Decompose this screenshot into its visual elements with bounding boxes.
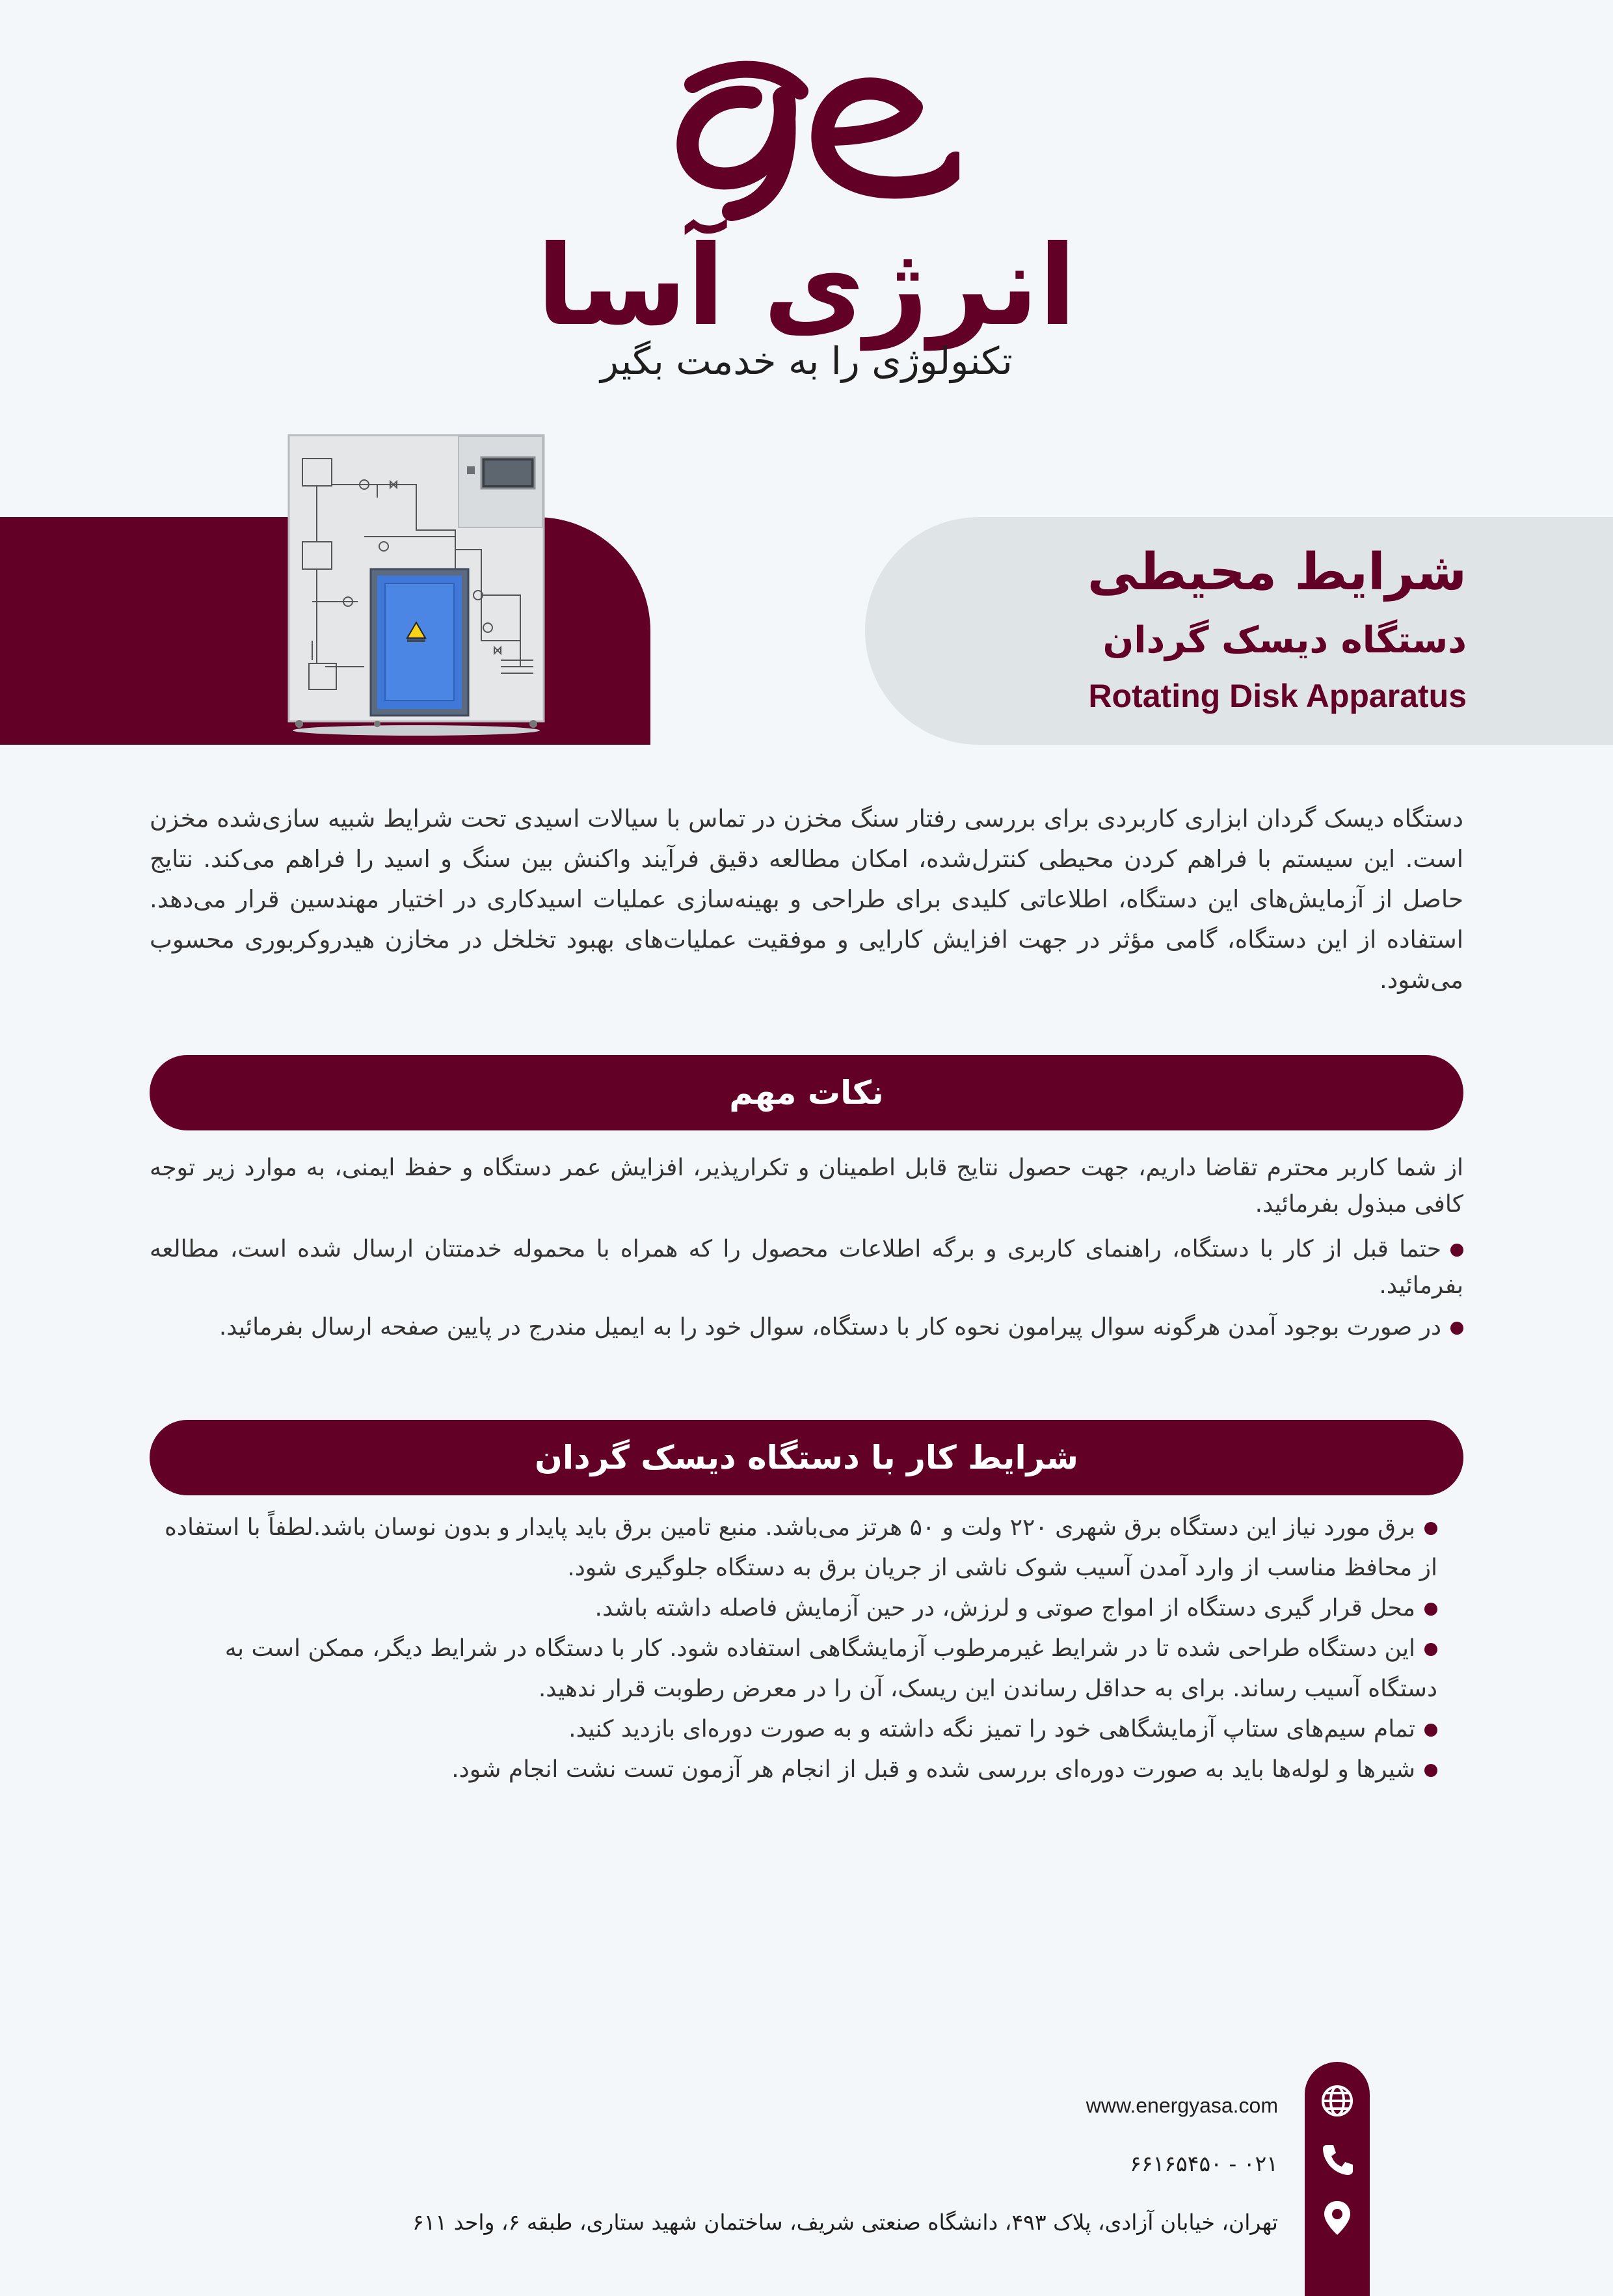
footer-website[interactable]: www.energyasa.com	[1086, 2094, 1278, 2117]
conditions-list	[150, 1508, 1437, 1790]
list-item-text: برق مورد نیاز این دستگاه برق شهری ۲۲۰ ولت و ۵۰ هرتز می‌باشد. منبع تامین برق باید پایدار و بدون نوسان باشد.لطفاً با استفاده از محافظ مناسب از وارد آمدن آسیب شوک ناشی از جریان برق به دستگاه جلوگیری شود.	[165, 1514, 1437, 1581]
phone-icon	[1318, 2140, 1357, 2179]
bullet-dot-icon	[1450, 1244, 1463, 1257]
footer-phone[interactable]: ۰۲۱ - ۶۶۱۶۵۴۵۰	[1130, 2151, 1278, 2176]
list-item-text: محل قرار گیری دستگاه از امواج صوتی و لرزش، در حین آزمایش فاصله داشته باشد.	[594, 1595, 1415, 1622]
list-item-text: حتما قبل از کار با دستگاه، راهنمای کاربری و برگه اطلاعات محصول را که همراه با محموله خدمتتان ارسال شده است، مطالعه بفرمائید.	[150, 1236, 1463, 1299]
rotating-disk-apparatus-image	[286, 433, 546, 738]
notes-intro: از شما کاربر محترم تقاضا داریم، جهت حصول نتایج قابل اطمینان و تکرارپذیر، افزایش عمر دستگاه و حفظ ایمنی، به موارد زیر توجه کافی مبذول بفرمائید.	[150, 1155, 1463, 1218]
list-item	[150, 1709, 1437, 1750]
bullet-dot-icon	[1424, 1724, 1437, 1737]
footer-address: تهران، خیابان آزادی، پلاک ۴۹۳، دانشگاه صنعتی شریف، ساختمان شهید ستاری، طبقه ۶، واحد ۶۱۱	[412, 2209, 1278, 2235]
logo-wordmark: انرژی آسا	[537, 222, 1076, 351]
bullet-dot-icon	[1450, 1322, 1463, 1335]
brand-logo	[0, 46, 1613, 410]
globe-icon	[1318, 2081, 1357, 2120]
list-item-text: شیرها و لوله‌ها باید به صورت دوره‌ای بررسی شده و قبل از انجام هر آزمون تست نشت انجام شود.	[451, 1756, 1415, 1783]
list-item	[150, 1588, 1437, 1629]
bullet-dot-icon	[1424, 1764, 1437, 1777]
bullet-dot-icon	[1424, 1522, 1437, 1535]
logo-mark-icon	[654, 52, 959, 221]
notes-list	[150, 1231, 1463, 1351]
working-conditions-heading: شرایط کار با دستگاه دیسک گردان	[150, 1420, 1463, 1495]
intro-paragraph: دستگاه دیسک گردان ابزاری کاربردی برای بررسی رفتار سنگ مخزن در تماس با سیالات اسیدی تحت شرایط شبیه سازی‌شده مخزن است. این سیستم با فراهم کردن محیطی کنترل‌شده، امکان مطالعه دقیق فرآیند واکنش بین سنگ و اسید را فراهم می‌کند. نتایج حاصل از آزمایش‌های این دستگاه، اطلاعاتی کلیدی برای طراحی و بهینه‌سازی عملیات اسیدکاری در اختیار مهندسین قرار می‌دهد. استفاده از این دستگاه، گامی مؤثر در جهت افزایش کارایی و موفقیت عملیات‌های بهبود تخلخل در مخازن هیدروکربوری محسوب می‌شود.	[150, 805, 1463, 994]
list-item	[150, 1309, 1463, 1346]
list-item	[150, 1231, 1463, 1304]
hero-title: شرایط محیطی	[1087, 543, 1467, 602]
bullet-dot-icon	[1424, 1603, 1437, 1616]
bullet-dot-icon	[1424, 1643, 1437, 1656]
logo-tagline: تکنولوژی را به خدمت بگیر	[600, 339, 1013, 383]
list-item	[150, 1750, 1437, 1790]
hero-subtitle: دستگاه دیسک گردان	[1102, 619, 1467, 661]
list-item	[150, 1629, 1437, 1709]
location-pin-icon	[1318, 2198, 1357, 2237]
list-item-text: تمام سیم‌های ستاپ آزمایشگاهی خود را تمیز نگه داشته و به صورت دوره‌ای بازدید کنید.	[568, 1716, 1415, 1742]
important-notes-heading: نکات مهم	[150, 1055, 1463, 1130]
list-item	[150, 1508, 1437, 1588]
list-item-text: در صورت بوجود آمدن هرگونه سوال پیرامون نحوه کار با دستگاه، سوال خود را به ایمیل مندرج در پایین صفحه ارسال بفرمائید.	[219, 1314, 1441, 1341]
hero-english-title: Rotating Disk Apparatus	[1088, 678, 1467, 714]
list-item-text: این دستگاه طراحی شده تا در شرایط غیرمرطوب آزمایشگاهی استفاده شود. کار با دستگاه در شرایط دیگر، ممکن است به دستگاه آسیب رساند. برای به حداقل رساندن این ریسک، آن را در معرض رطوبت قرار ندهید.	[224, 1635, 1437, 1702]
